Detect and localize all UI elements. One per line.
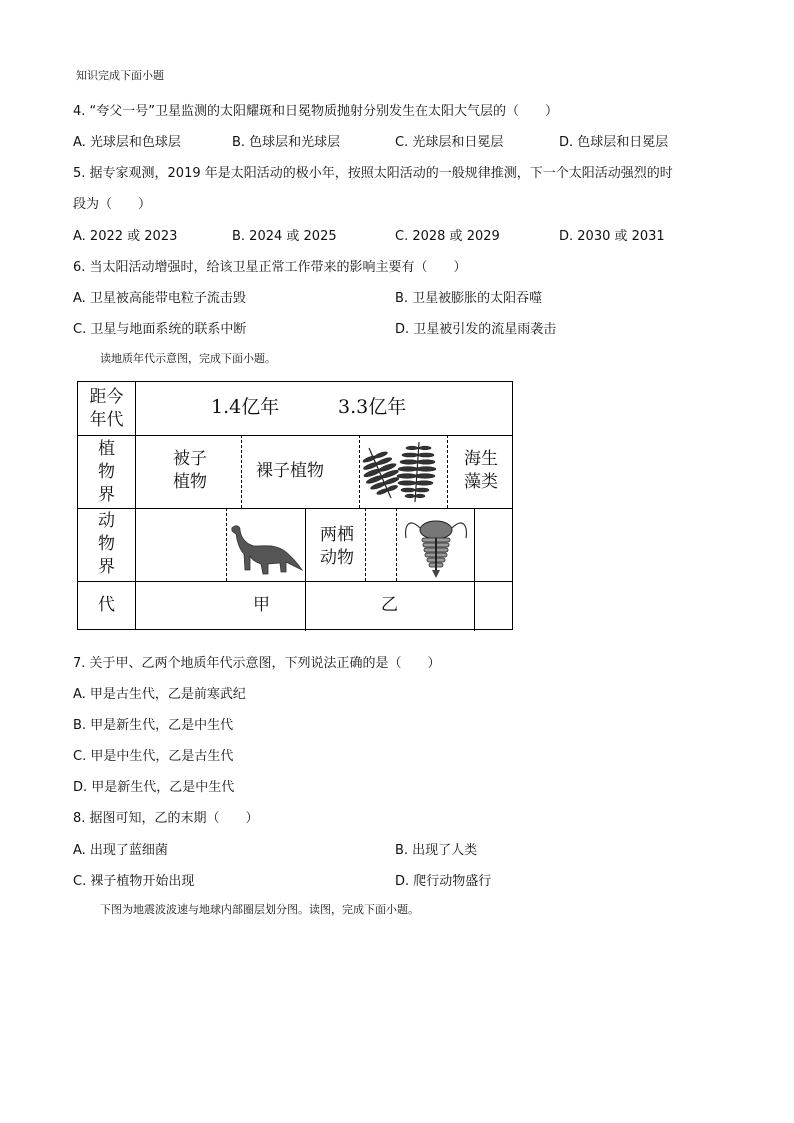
row-divider xyxy=(78,581,512,582)
q6-option-a: A. 卫星被高能带电粒子流击毁 xyxy=(73,291,246,306)
row-head-era: 代 xyxy=(98,595,115,615)
dashed-divider xyxy=(241,435,242,508)
text-line: 两栖 xyxy=(320,525,354,545)
q6-option-b: B. 卫星被膨胀的太阳吞噬 xyxy=(395,291,543,306)
q7-stem: 7. 关于甲、乙两个地质年代示意图，下列说法正确的是（ ） xyxy=(73,656,441,671)
text-line: 界 xyxy=(98,485,115,505)
age-label-2: 3.3亿年 xyxy=(338,396,407,418)
q8-option-b: B. 出现了人类 xyxy=(395,843,478,858)
q8-option-a: A. 出现了蓝细菌 xyxy=(73,843,168,858)
q5-option-a: A. 2022 或 2023 xyxy=(73,229,178,244)
era-jia: 甲 xyxy=(253,595,270,615)
trilobite-icon xyxy=(400,510,472,580)
text-line: 动 xyxy=(98,511,115,531)
age-label-1: 1.4亿年 xyxy=(211,396,280,418)
q7-option-d: D. 甲是新生代，乙是中生代 xyxy=(73,780,235,795)
text-line: 植 xyxy=(98,439,115,459)
intro-bottom: 下图为地震波波速与地球内部圈层划分图。读图，完成下面小题。 xyxy=(100,903,419,916)
intro-top: 知识完成下面小题 xyxy=(76,69,164,82)
dashed-divider xyxy=(365,508,366,581)
col-divider xyxy=(135,382,136,629)
text-line: 距今 xyxy=(89,387,124,407)
text-line: 物 xyxy=(98,462,115,482)
text-line: 被子 xyxy=(173,449,207,469)
seaweed-label xyxy=(450,448,512,494)
text-line: 海生 xyxy=(464,449,498,469)
col-divider xyxy=(305,508,306,631)
q8-option-c: C. 裸子植物开始出现 xyxy=(73,874,195,889)
row-head-plants xyxy=(78,438,135,507)
text-line: 界 xyxy=(98,557,115,577)
q5-stem-line2: 段为（ ） xyxy=(73,197,152,212)
q7-option-a: A. 甲是古生代，乙是前寒武纪 xyxy=(73,687,246,702)
q5-option-b: B. 2024 或 2025 xyxy=(232,229,337,244)
text-line: 动物 xyxy=(320,548,354,568)
q6-option-d: D. 卫星被引发的流星雨袭击 xyxy=(395,322,557,337)
q7-option-c: C. 甲是中生代，乙是古生代 xyxy=(73,749,234,764)
text-line: 年代 xyxy=(89,410,124,430)
angiosperm-label xyxy=(158,448,222,494)
text-line: 物 xyxy=(98,534,115,554)
q4-stem: 4. “夸父一号”卫星监测的太阳耀斑和日冕物质抛射分别发生在太阳大气层的（ ） xyxy=(73,104,559,119)
dinosaur-icon xyxy=(228,522,304,576)
text-line: 藻类 xyxy=(464,472,498,492)
row-head-animals xyxy=(78,510,135,579)
dashed-divider xyxy=(226,508,227,581)
q4-option-d: D. 色球层和日冕层 xyxy=(559,135,669,150)
q6-option-c: C. 卫星与地面系统的联系中断 xyxy=(73,322,247,337)
gymnosperm-label: 裸子植物 xyxy=(256,461,324,481)
text-line: 植物 xyxy=(173,472,207,492)
q5-option-c: C. 2028 或 2029 xyxy=(395,229,500,244)
q5-option-d: D. 2030 或 2031 xyxy=(559,229,665,244)
q4-option-b: B. 色球层和光球层 xyxy=(232,135,341,150)
dashed-divider xyxy=(396,508,397,581)
q8-stem: 8. 据图可知，乙的末期（ ） xyxy=(73,811,259,826)
geological-era-table xyxy=(77,381,513,630)
row-head-age xyxy=(78,386,135,432)
intro-table: 读地质年代示意图，完成下面小题。 xyxy=(100,352,276,365)
dashed-divider xyxy=(447,435,448,508)
q4-option-a: A. 光球层和色球层 xyxy=(73,135,181,150)
dashed-divider xyxy=(359,435,360,508)
q7-option-b: B. 甲是新生代，乙是中生代 xyxy=(73,718,234,733)
amphibian-label xyxy=(314,524,360,570)
era-yi: 乙 xyxy=(381,595,398,615)
col-divider xyxy=(474,508,475,631)
q5-stem-line1: 5. 据专家观测，2019 年是太阳活动的极小年，按照太阳活动的一般规律推测，下一个太阳活动强烈的时 xyxy=(73,166,673,181)
q4-option-c: C. 光球层和日冕层 xyxy=(395,135,504,150)
fern-icon xyxy=(361,438,445,506)
q8-option-d: D. 爬行动物盛行 xyxy=(395,874,492,889)
row-divider xyxy=(78,508,512,509)
q6-stem: 6. 当太阳活动增强时，给该卫星正常工作带来的影响主要有（ ） xyxy=(73,260,467,275)
